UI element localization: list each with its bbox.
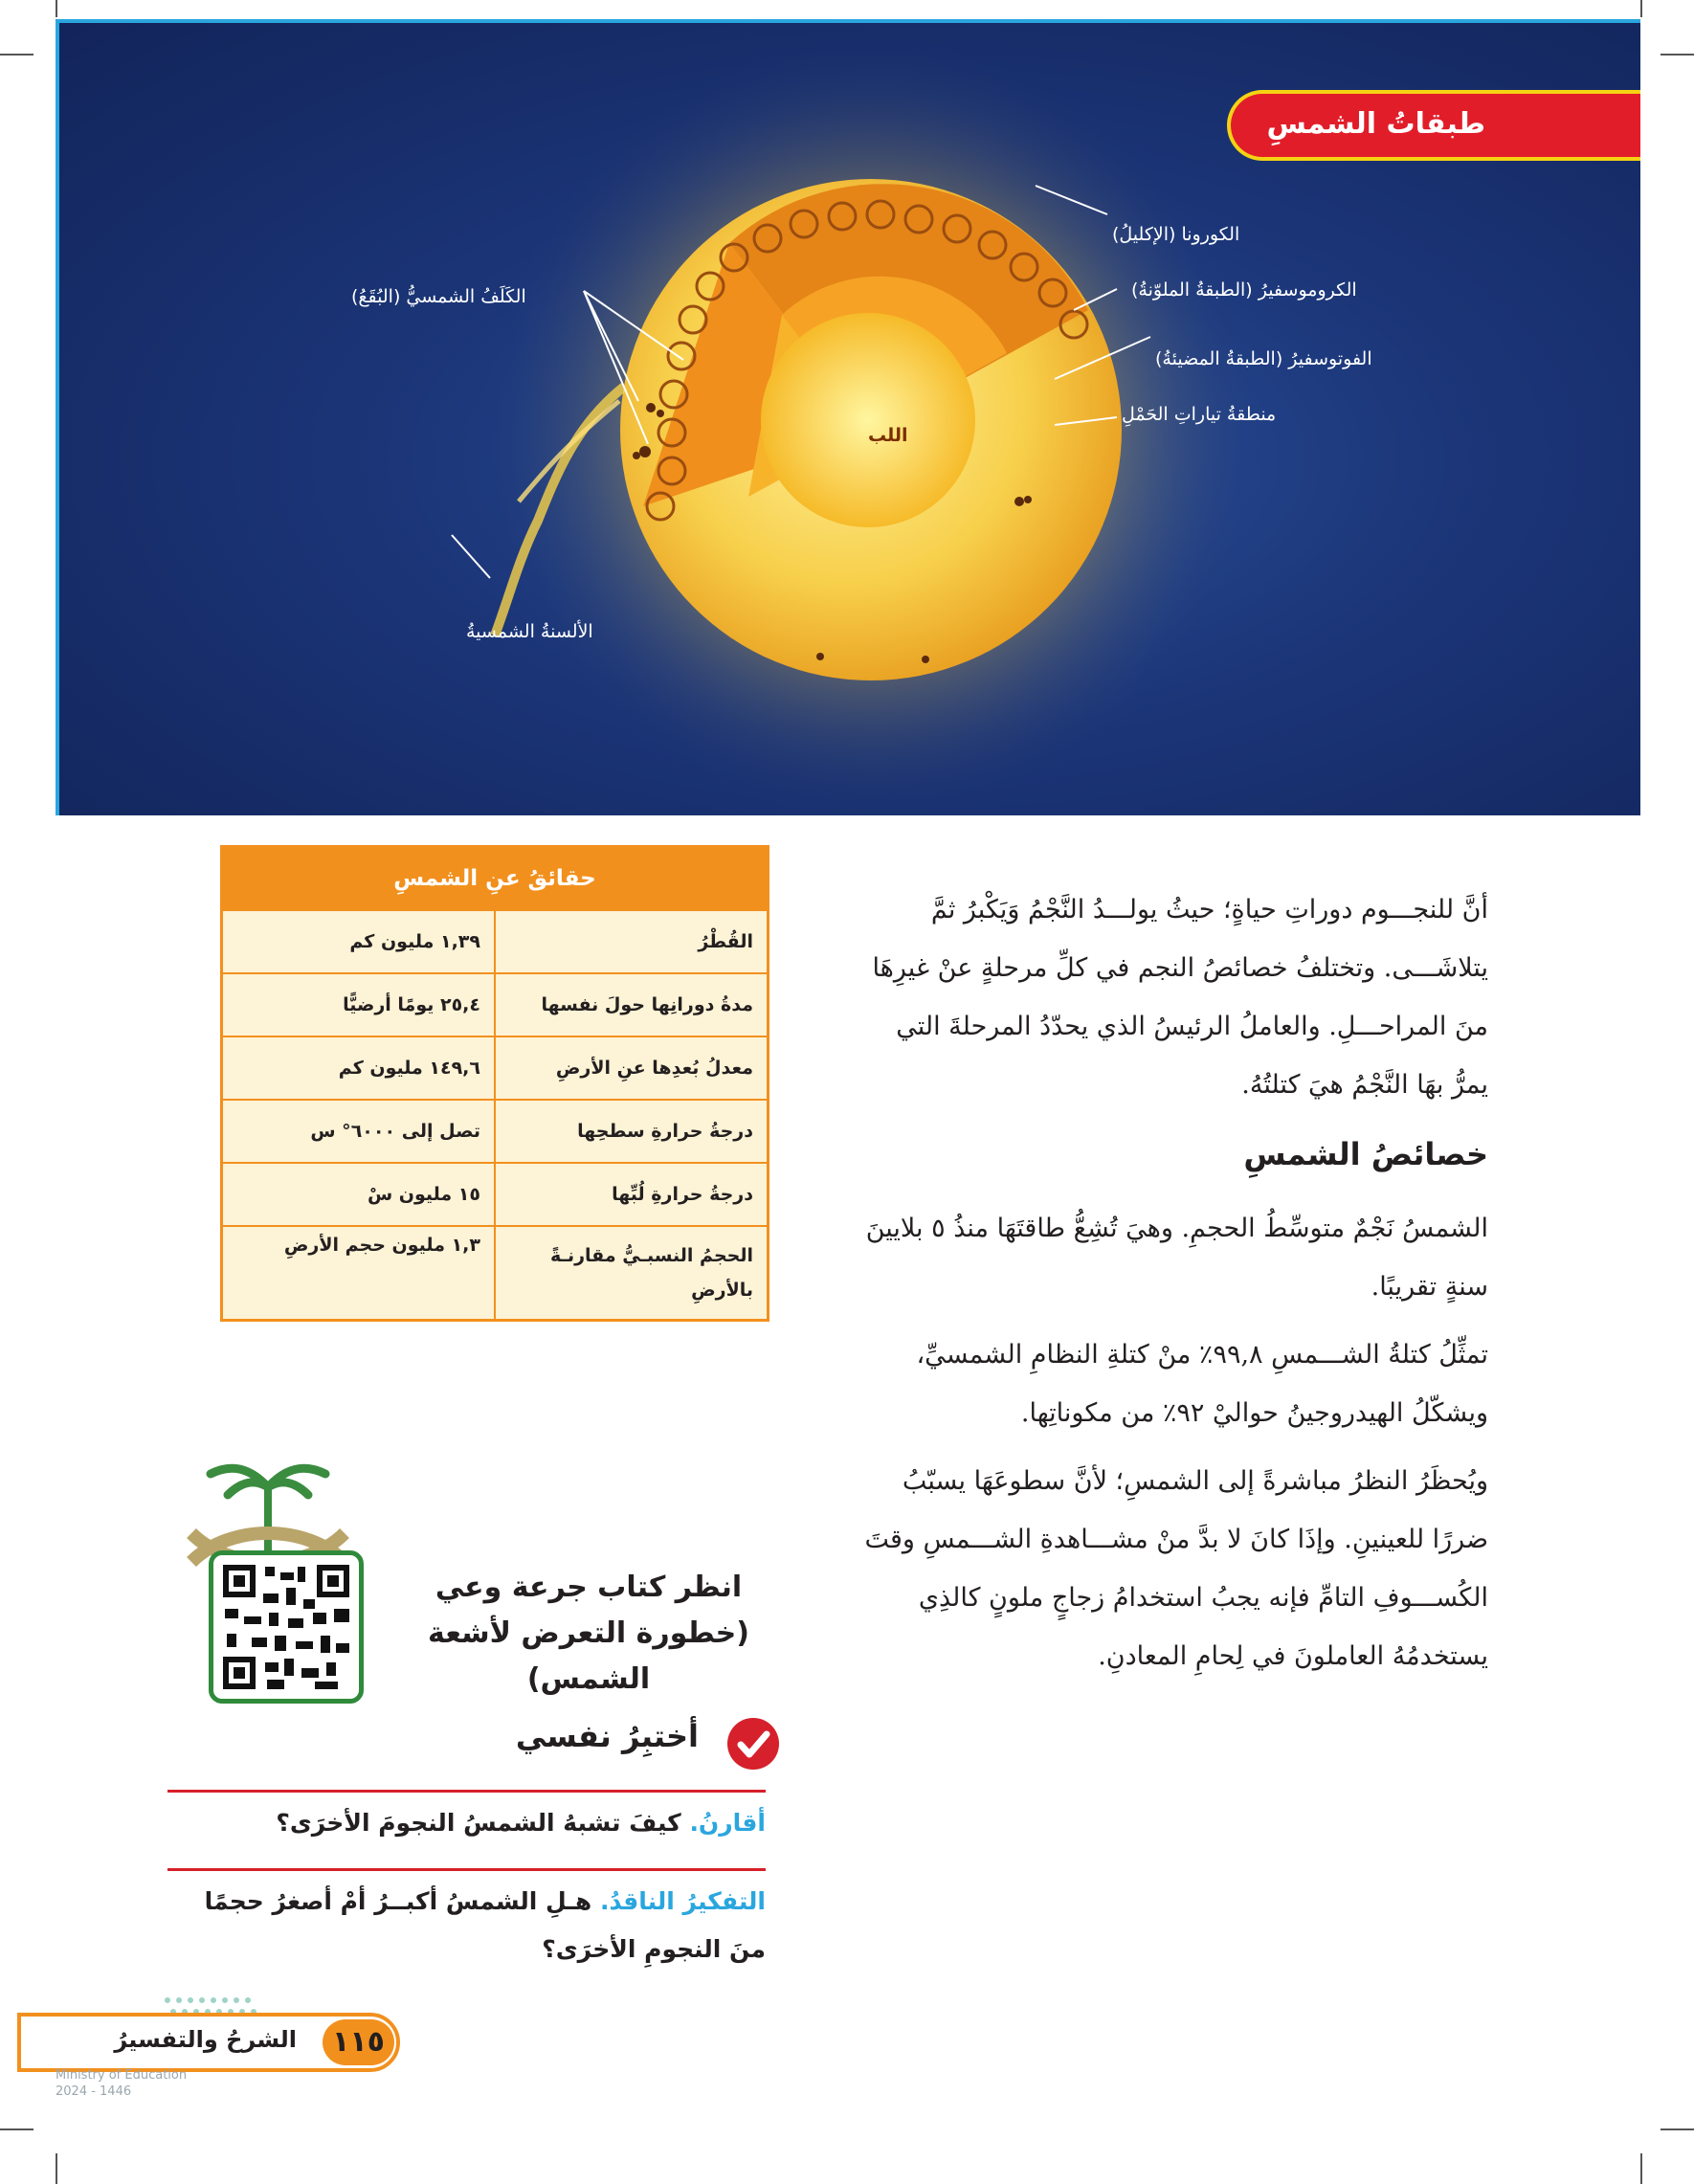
fact-value: ١,٣٩ مليون كم (222, 910, 496, 973)
fact-value: ١٥ مليون سْ (222, 1163, 496, 1226)
divider (167, 1790, 766, 1793)
facts-title: حقائقُ عنِ الشمسِ (222, 847, 769, 911)
fact-value: تصل إلى ٦٠٠٠° س (222, 1100, 496, 1163)
question-1 (167, 1799, 766, 1847)
fact-value: ٢٥,٤ يومًا أرضيًّا (222, 973, 496, 1036)
question-2-text: هـلِ الشمسُ أكبــرُ أمْ أصغرُ حجمًا منَ النجومِ الأخرَى؟ (204, 1887, 766, 1963)
core (761, 313, 975, 527)
label-sunspots: الكَلَفُ الشمسيُّ (البُقَعُ) (351, 286, 526, 307)
table-row (222, 1036, 769, 1100)
label-prominences: الألسنةُ الشمسيةُ (466, 621, 593, 642)
question-1-text: كيفَ تشبهُ الشمسُ النجومَ الأخرَى؟ (276, 1809, 681, 1837)
fact-key: درجةُ حرارةِ لُبِّها (495, 1163, 769, 1226)
ministry-line1: Ministry of Education (56, 2068, 188, 2083)
label-core: اللب (868, 425, 908, 446)
checkmark-icon (727, 1718, 779, 1770)
qr-note-line1: انظر كتاب جرعة وعي (435, 1571, 743, 1604)
label-convection: منطقةُ تياراتِ الحَمْلِ (1122, 404, 1277, 425)
fact-key: الحجمُ النسبـيُّ مقارنـةً بالأرضِ (495, 1226, 769, 1321)
table-row (222, 973, 769, 1036)
section-heading: خصائصُ الشمسِ (1243, 1136, 1488, 1172)
figure-title-pill (1227, 90, 1640, 161)
fact-key: معدلُ بُعدِها عنِ الأرضِ (495, 1036, 769, 1100)
body-text (861, 880, 1488, 1695)
crop-mark (56, 2153, 57, 2184)
fact-key: القُطْرُ (495, 910, 769, 973)
paragraph: ويُحظَرُ النظرُ مباشرةً إلى الشمسِ؛ لأنَّ سطوعَهَا يسبّبُ ضررًا للعينينِ. وإذَا كانَ لا بدَّ منْ مشـــاهدةِ الشـــمسِ وقتَ الكُســـوفِ التامِّ فإنه يجبُ استخدامُ زجاجٍ ملونٍ كالذِي يستخدمُهُ العاملونَ في لِحامِ المعادنِ. (864, 1466, 1488, 1671)
crop-mark (1640, 2153, 1642, 2184)
table-row (222, 910, 769, 973)
ministry-line2: 2024 - 1446 (56, 2084, 132, 2099)
label-photosphere: الفوتوسفيرُ (الطبقةُ المضيئةُ) (1155, 348, 1372, 369)
qr-note (378, 1565, 799, 1703)
fact-value: ١٤٩,٦ مليون كم (222, 1036, 496, 1100)
paragraph: تمثِّلُ كتلةُ الشـــمسِ ٩٩,٨٪ منْ كتلةِ النظامِ الشمسيِّ، ويشكّلُ الهيدروجينُ حواليْ ٩٢٪ من مكوناتِها. (916, 1340, 1488, 1428)
crop-mark (1661, 54, 1694, 56)
question-1-lead: أقارنُ. (689, 1809, 766, 1837)
qr-code[interactable] (209, 1550, 364, 1704)
crop-mark (0, 2128, 33, 2130)
paragraph: الشمسُ نَجْمٌ متوسِّطُ الحجمِ. وهيَ تُشِعُّ طاقتَهَا منذُ ٥ بلايينَ سنةٍ تقريبًا. (865, 1214, 1488, 1302)
sun-layers-figure (56, 19, 1640, 815)
table-row (222, 1163, 769, 1226)
question-2 (167, 1878, 766, 1973)
crop-mark (56, 0, 57, 17)
page-number: ١١٥ (323, 2019, 394, 2065)
qr-pattern-icon (213, 1555, 359, 1699)
table-row (222, 1100, 769, 1163)
selftest-title: أختبِرُ نفسي (515, 1718, 699, 1754)
crop-mark (0, 54, 33, 56)
label-corona: الكورونا (الإكليلُ) (1112, 224, 1240, 245)
figure-title: طبقاتُ الشمسِ (1266, 107, 1485, 141)
fact-key: مدةُ دورانِها حولَ نفسها (495, 973, 769, 1036)
qr-note-line2: (خطورة التعرض لأشعة الشمس) (428, 1616, 749, 1696)
label-chromosphere: الكروموسفيرُ (الطبقةُ الملوّنةُ) (1131, 279, 1357, 301)
sun-facts-table (220, 845, 769, 1322)
crop-mark (1640, 0, 1642, 17)
divider (167, 1868, 766, 1871)
fact-value: ١,٣ مليون حجم الأرضِ (222, 1226, 496, 1321)
fact-key: درجةُ حرارةِ سطحِها (495, 1100, 769, 1163)
crop-mark (1661, 2128, 1694, 2130)
footer-label: الشرحُ والتفسيرُ (114, 2026, 297, 2053)
question-2-lead: التفكيرُ الناقدُ. (599, 1887, 766, 1915)
ministry-watermark (56, 2067, 187, 2100)
table-row (222, 1226, 769, 1321)
paragraph: أنَّ للنجـــوم دوراتِ حياةٍ؛ حيثُ يولـــدُ النَّجْمُ وَيَكْبرُ ثمَّ يتلاشَـــى. وتختلفُ خصائصُ النجم في كلِّ مرحلةٍ عنْ غيرِهَا منَ المراحـــلِ. والعاملُ الرئيسُ الذي يحدّدُ المرحلةَ التي يمرُّ بهَا النَّجْمُ هيَ كتلتُهُ. (872, 895, 1488, 1100)
